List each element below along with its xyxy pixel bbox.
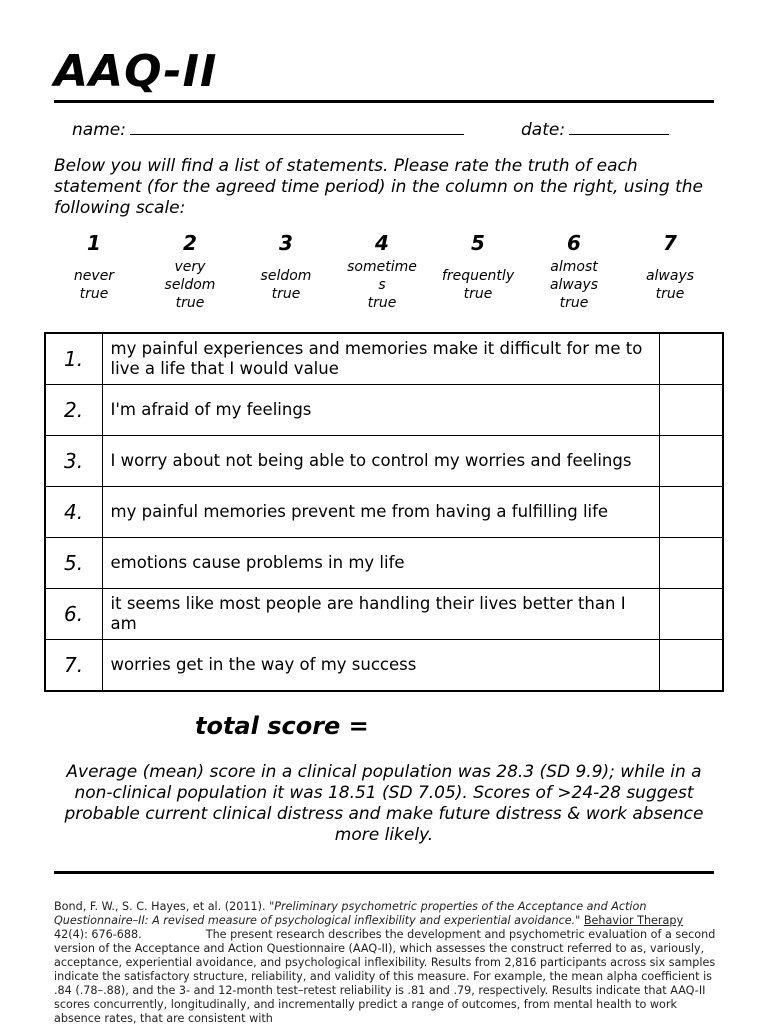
scale-value: 7: [663, 231, 677, 255]
statement-text: I'm afraid of my feelings: [102, 385, 659, 436]
statement-number: 3.: [45, 436, 102, 487]
statement-row: [45, 538, 723, 589]
scale-label-line: frequently: [441, 268, 515, 284]
statement-number: 4.: [45, 487, 102, 538]
statement-row: [45, 589, 723, 640]
statement-number: 7.: [45, 640, 102, 692]
scale-label-line: true: [655, 286, 685, 302]
statement-number: 5.: [45, 538, 102, 589]
rating-answer-cell[interactable]: [659, 640, 723, 692]
scale-point: [430, 230, 526, 312]
scale-label-line: true: [463, 286, 493, 302]
statement-number: 1.: [45, 333, 102, 385]
instructions: Below you will find a list of statements. Please rate the truth of each statement (for the agreed time period) in the column on the right, using the following scale:: [54, 156, 703, 218]
scale-label-line: seldom: [260, 268, 312, 284]
statement-row: [45, 640, 723, 692]
scale-point: [142, 230, 238, 312]
scale-label-line: true: [559, 295, 589, 311]
scale-label-line: very: [174, 259, 206, 275]
statement-text: I worry about not being able to control my worries and feelings: [102, 436, 659, 487]
statement-row: [45, 487, 723, 538]
scale-label: [430, 258, 526, 312]
scale-label: [142, 258, 238, 312]
scale-label-line: always: [549, 277, 599, 293]
scale-point: [46, 230, 142, 312]
date-label: date:: [521, 120, 566, 140]
scale-label: [238, 258, 334, 312]
scale-label: [526, 258, 622, 312]
statement-number: 2.: [45, 385, 102, 436]
ref-quote-close: ": [575, 914, 584, 927]
ref-volume: 42(4): 676-688.: [54, 928, 142, 941]
footer-divider: [54, 871, 714, 874]
name-field[interactable]: [72, 118, 464, 140]
scale-label: [334, 258, 430, 312]
scale-point: [334, 230, 430, 312]
scale-label-line: true: [79, 286, 109, 302]
scale-label: [622, 258, 718, 312]
rating-scale: [46, 230, 718, 312]
statement-number: 6.: [45, 589, 102, 640]
rating-answer-cell[interactable]: [659, 436, 723, 487]
scale-value: 2: [183, 231, 197, 255]
scale-point: [526, 230, 622, 312]
scale-label-line: almost: [550, 259, 598, 275]
statement-text: emotions cause problems in my life: [102, 538, 659, 589]
date-field[interactable]: [521, 118, 669, 140]
ref-article-title: Preliminary psychometric properties of the Acceptance and Action Questionnaire–II: A revised measure of psychological inflexibility and experiential avoidance.: [54, 900, 647, 927]
date-input-line[interactable]: [569, 118, 669, 135]
norms-text: Average (mean) score in a clinical population was 28.3 (SD 9.9); while in a non-clinical population it was 18.51 (SD 7.05). Scores of >24-28 suggest probable current clinical distress and make future distress & work absence more likely.: [64, 762, 704, 845]
statement-text: it seems like most people are handling their lives better than I am: [102, 589, 659, 640]
ref-abstract: The present research describes the development and psychometric evaluation of a second version of the Acceptance and Action Questionnaire (AAQ-II), which assesses the construct referred to as, variously, acceptance, experiential avoidance, and psychological inflexibility. Results from 2,816 participants across six samples indicate the satisfactory structure, reliability, and validity of this measure. For example, the mean alpha coefficient is .84 (.78–.88), and the 3- and 12-month test–retest reliability is .81 and .79, respectively. Results indicate that AAQ-II scores concurrently, longitudinally, and incrementally predict a range of outcomes, from mental health to work absence rates, that are consistent with: [54, 928, 716, 1025]
title-divider: [54, 100, 714, 103]
statement-row: [45, 333, 723, 385]
scale-value: 3: [279, 231, 293, 255]
scale-label-line: true: [271, 286, 301, 302]
rating-answer-cell[interactable]: [659, 385, 723, 436]
page-title: AAQ-II: [54, 46, 218, 97]
scale-value: 6: [567, 231, 581, 255]
rating-answer-cell[interactable]: [659, 538, 723, 589]
statement-text: worries get in the way of my success: [102, 640, 659, 692]
scale-label: [46, 258, 142, 312]
statement-row: [45, 385, 723, 436]
rating-answer-cell[interactable]: [659, 589, 723, 640]
scale-label-line: s: [378, 277, 386, 293]
total-score-label: total score =: [195, 712, 369, 740]
scale-point: [622, 230, 718, 312]
scale-value: 4: [375, 231, 389, 255]
scale-label-line: seldom: [164, 277, 216, 293]
statement-text: my painful experiences and memories make it difficult for me to live a life that I would value: [102, 333, 659, 385]
statement-row: [45, 436, 723, 487]
scale-label-line: never: [73, 268, 115, 284]
scale-label-line: true: [367, 295, 397, 311]
ref-journal: Behavior Therapy: [583, 914, 684, 927]
reference-citation: [54, 900, 718, 1026]
ref-authors: Bond, F. W., S. C. Hayes, et al. (2011). ": [54, 900, 275, 913]
statements-table: [44, 332, 724, 692]
scale-point: [238, 230, 334, 312]
scale-value: 5: [471, 231, 485, 255]
scale-label-line: sometime: [347, 259, 417, 275]
statement-text: my painful memories prevent me from having a fulfilling life: [102, 487, 659, 538]
name-input-line[interactable]: [130, 118, 464, 135]
scale-label-line: true: [175, 295, 205, 311]
rating-answer-cell[interactable]: [659, 333, 723, 385]
name-label: name:: [72, 120, 126, 140]
rating-answer-cell[interactable]: [659, 487, 723, 538]
scale-value: 1: [87, 231, 101, 255]
scale-label-line: always: [645, 268, 695, 284]
